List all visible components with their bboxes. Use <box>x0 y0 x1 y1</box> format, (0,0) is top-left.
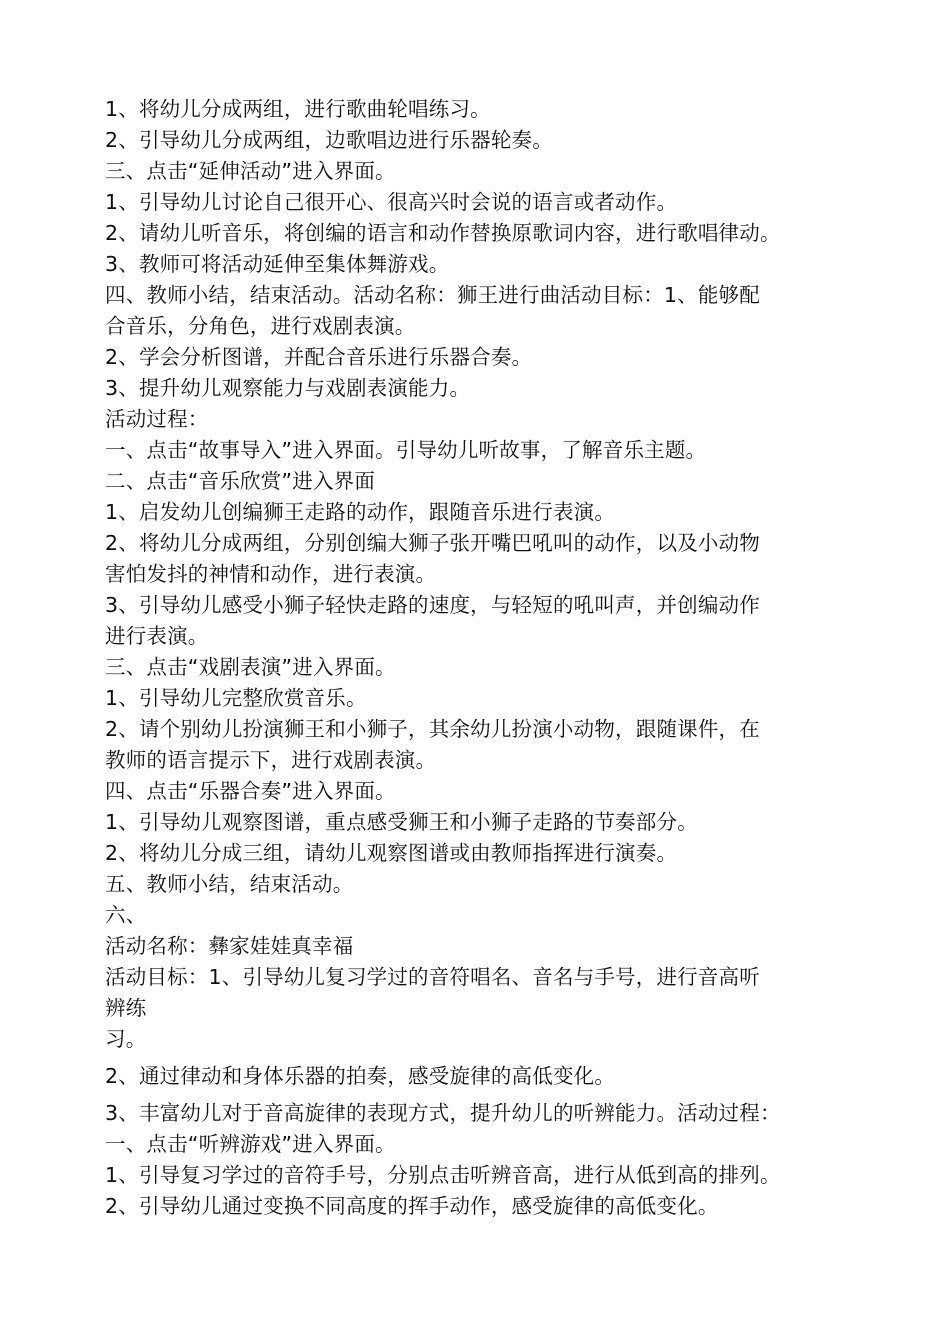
text-line: 1、引导幼儿讨论自己很开心、很高兴时会说的语言或者动作。 <box>105 190 678 214</box>
text-line: 四、教师小结，结束活动。活动名称：狮王进行曲活动目标：1、能够配 <box>105 283 760 307</box>
text-line: 三、点击“戏剧表演”进入界面。 <box>105 655 396 679</box>
text-line: 2、引导幼儿分成两组，边歌唱边进行乐器轮奏。 <box>105 128 553 152</box>
text-line: 活动名称：彝家娃娃真幸福 <box>105 934 354 958</box>
text-line: 习。 <box>105 1027 147 1051</box>
text-line: 1、引导幼儿完整欣赏音乐。 <box>105 686 367 710</box>
text-line: 2、将幼儿分成两组，分别创编大狮子张开嘴巴吼叫的动作，以及小动物 <box>105 531 760 555</box>
text-line: 合音乐，分角色，进行戏剧表演。 <box>105 314 416 338</box>
text-line: 2、通过律动和身体乐器的拍奏，感受旋律的高低变化。 <box>105 1064 616 1088</box>
text-line: 3、引导幼儿感受小狮子轻快走路的速度，与轻短的吼叫声，并创编动作 <box>105 593 760 617</box>
text-line: 活动过程： <box>105 407 209 431</box>
text-line: 3、提升幼儿观察能力与戏剧表演能力。 <box>105 376 471 400</box>
text-line: 一、点击“故事导入”进入界面。引导幼儿听故事，了解音乐主题。 <box>105 438 707 462</box>
text-line: 2、请个别幼儿扮演狮王和小狮子，其余幼儿扮演小动物，跟随课件，在 <box>105 717 760 741</box>
text-line: 2、请幼儿听音乐，将创编的语言和动作替换原歌词内容，进行歌唱律动。 <box>105 221 781 245</box>
text-line: 辨练 <box>105 996 147 1020</box>
text-line: 1、引导幼儿观察图谱，重点感受狮王和小狮子走路的节奏部分。 <box>105 810 698 834</box>
text-line: 活动目标：1、引导幼儿复习学过的音符唱名、音名与手号，进行音高听 <box>105 965 760 989</box>
text-line: 二、点击“音乐欣赏”进入界面 <box>105 469 376 493</box>
text-line: 1、引导复习学过的音符手号，分别点击听辨音高，进行从低到高的排列。 <box>105 1163 781 1187</box>
text-line: 3、教师可将活动延伸至集体舞游戏。 <box>105 252 450 276</box>
text-line: 2、将幼儿分成三组，请幼儿观察图谱或由教师指挥进行演奏。 <box>105 841 678 865</box>
text-line: 五、教师小结，结束活动。 <box>105 872 354 896</box>
text-line: 六、 <box>105 903 147 927</box>
text-line: 三、点击“延伸活动”进入界面。 <box>105 159 396 183</box>
text-line: 一、点击“听辨游戏”进入界面。 <box>105 1132 396 1156</box>
text-line: 四、点击“乐器合奏”进入界面。 <box>105 779 396 803</box>
text-line: 2、引导幼儿通过变换不同高度的挥手动作，感受旋律的高低变化。 <box>105 1194 719 1218</box>
text-line: 教师的语言提示下，进行戏剧表演。 <box>105 748 437 772</box>
text-line: 3、丰富幼儿对于音高旋律的表现方式，提升幼儿的听辨能力。活动过程： <box>105 1101 781 1125</box>
text-line: 1、将幼儿分成两组，进行歌曲轮唱练习。 <box>105 97 491 121</box>
text-line: 2、学会分析图谱，并配合音乐进行乐器合奏。 <box>105 345 533 369</box>
document-body <box>105 94 865 1222</box>
text-line: 1、启发幼儿创编狮王走路的动作，跟随音乐进行表演。 <box>105 500 616 524</box>
text-line: 害怕发抖的神情和动作，进行表演。 <box>105 562 437 586</box>
text-line: 进行表演。 <box>105 624 209 648</box>
